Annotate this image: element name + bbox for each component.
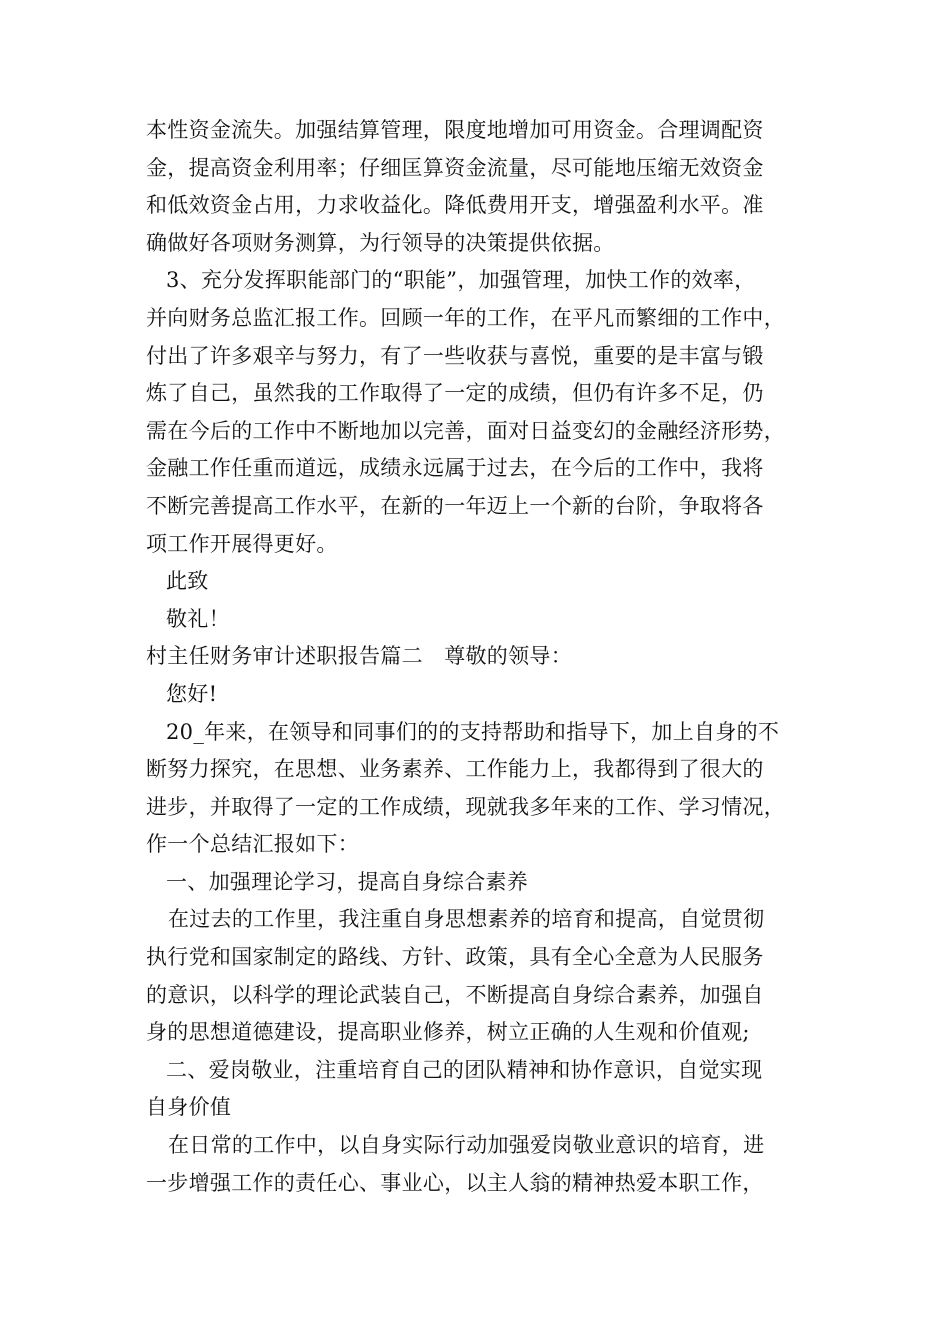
text-line: 不断完善提高工作水平，在新的一年迈上一个新的台阶，争取将各 [146, 493, 764, 518]
greeting: 您好! [166, 681, 218, 706]
text-line: 在日常的工作中，以自身实际行动加强爱岗敬业意识的培育，进 [168, 1133, 765, 1158]
text-line: 金融工作任重而道远，成绩永远属于过去，在今后的工作中，我将 [146, 456, 764, 481]
text-line: 自身价值 [146, 1095, 232, 1120]
text-line: 身的思想道德建设，提高职业修养，树立正确的人生观和价值观; [146, 1020, 750, 1045]
text-line: 需在今后的工作中不断地加以完善，面对日益变幻的金融经济形势， [146, 418, 785, 443]
text-line: 项工作开展得更好。 [146, 531, 338, 556]
text-line: 炼了自己，虽然我的工作取得了一定的成绩，但仍有许多不足，仍 [146, 381, 764, 406]
document-page [146, 112, 836, 1202]
text-line: 的意识，以科学的理论武装自己，不断提高自身综合素养，加强自 [146, 982, 764, 1007]
text-line: 断努力探究，在思想、业务素养、工作能力上，我都得到了很大的 [146, 757, 764, 782]
text-line: 金，提高资金利用率；仔细匡算资金流量，尽可能地压缩无效资金 [146, 155, 764, 180]
section-heading: 村主任财务审计述职报告篇二 尊敬的领导： [146, 644, 572, 669]
text-line: 一步增强工作的责任心、事业心，以主人翁的精神热爱本职工作， [146, 1170, 764, 1195]
text-line: 进步，并取得了一定的工作成绩，现就我多年来的工作、学习情况， [146, 794, 785, 819]
subheading: 二、爱岗敬业，注重培育自己的团队精神和协作意识，自觉实现 [166, 1057, 763, 1082]
text-line: 作一个总结汇报如下： [146, 832, 359, 857]
text-line: 20_年来，在领导和同事们的的支持帮助和指导下，加上自身的不 [166, 719, 780, 744]
text-line: 和低效资金占用，力求收益化。降低费用开支，增强盈利水平。准 [146, 193, 764, 218]
closing-regards: 敬礼！ [166, 606, 230, 631]
text-line: 付出了许多艰辛与努力，有了一些收获与喜悦，重要的是丰富与锻 [146, 343, 764, 368]
subheading: 一、加强理论学习，提高自身综合素养 [166, 869, 529, 894]
closing-salutation: 此致 [166, 569, 209, 594]
text-line: 本性资金流失。加强结算管理，限度地增加可用资金。合理调配资 [146, 118, 764, 142]
text-line: 确做好各项财务测算，为行领导的决策提供依据。 [146, 230, 615, 255]
numbered-paragraph: 3、充分发挥职能部门的“职能”，加强管理，加快工作的效率， [166, 268, 756, 293]
text-line: 在过去的工作里，我注重自身思想素养的培育和提高，自觉贯彻 [168, 907, 765, 932]
text-line: 执行党和国家制定的路线、方针、政策，具有全心全意为人民服务 [146, 945, 764, 970]
text-line: 并向财务总监汇报工作。回顾一年的工作，在平凡而繁细的工作中， [146, 305, 785, 330]
